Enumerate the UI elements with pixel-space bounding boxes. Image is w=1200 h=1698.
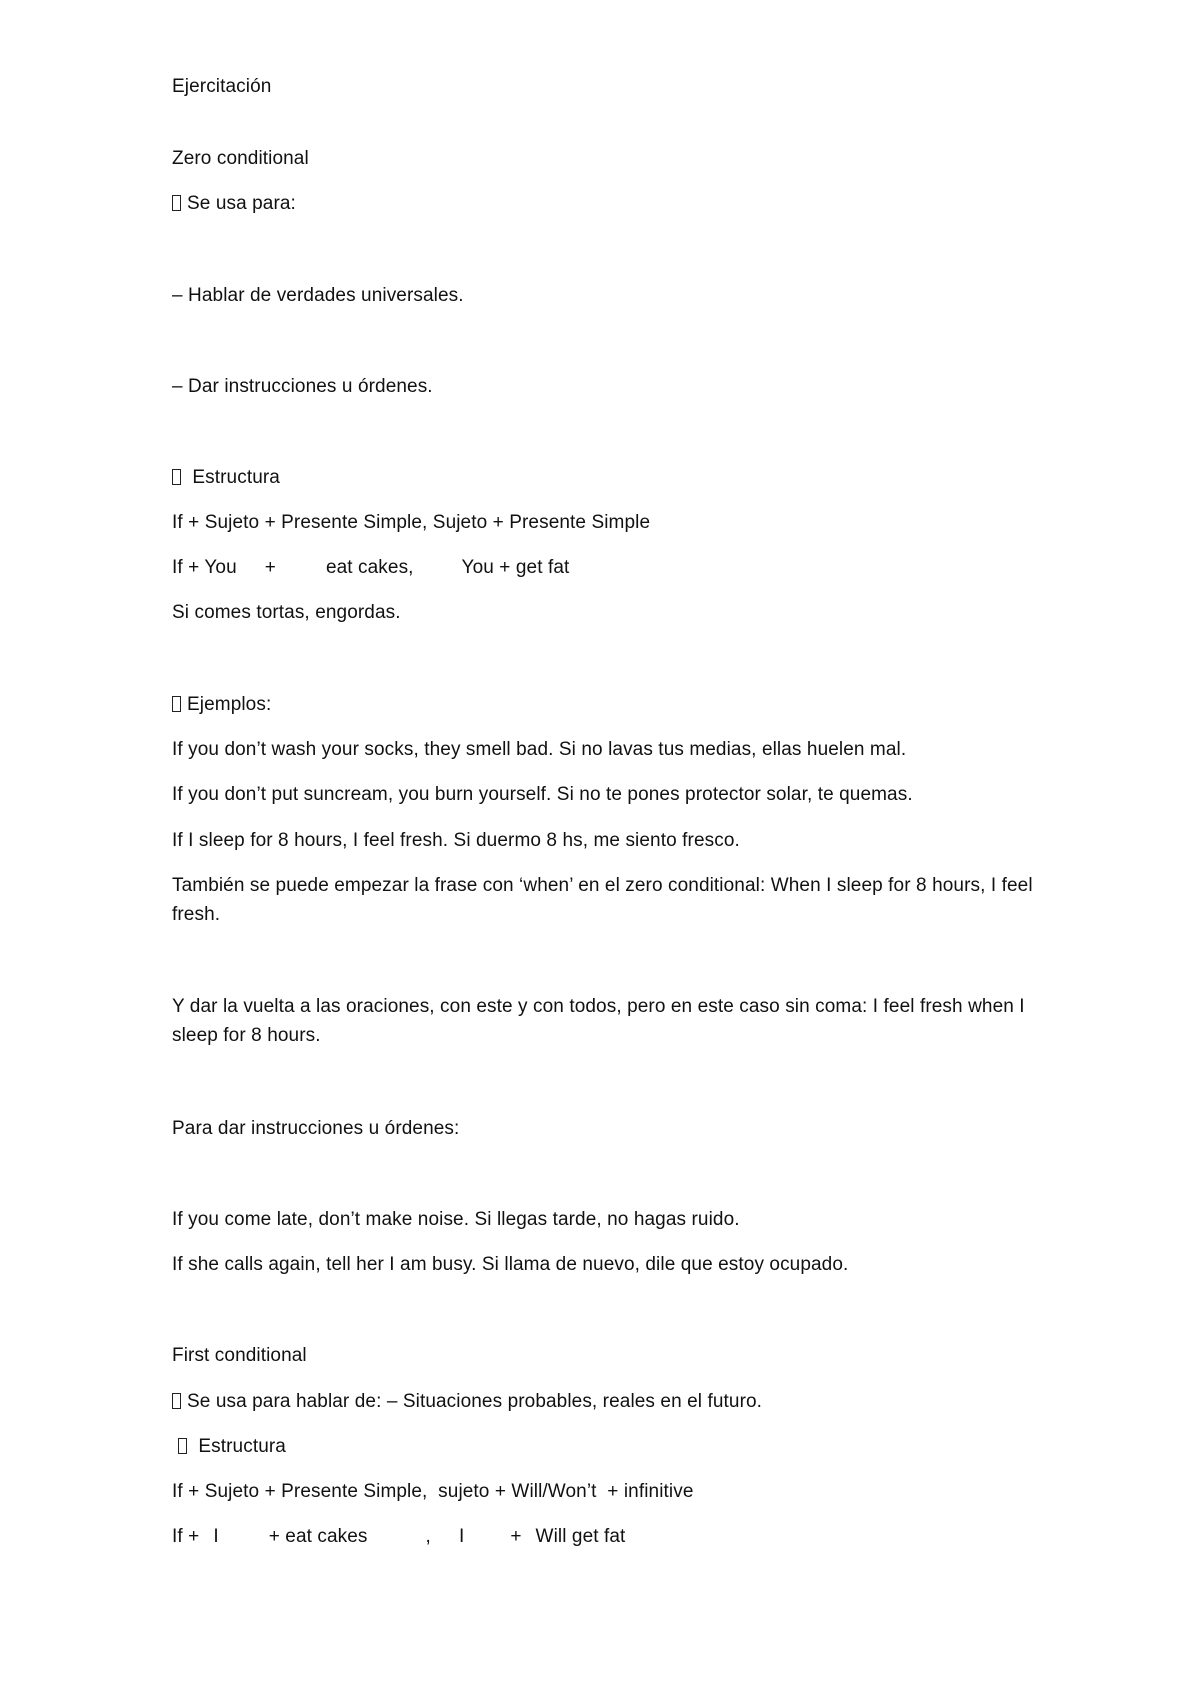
zero-note-reverse: Y dar la vuelta a las oraciones, con este y con todos, pero en este caso sin coma: I feel fresh when I sleep for 8 hours.: [172, 996, 1025, 1046]
zero-structure-label: Estructura: [187, 467, 280, 488]
first-structure-label: Estructura: [193, 1436, 286, 1457]
first-formula-example: [172, 1522, 625, 1551]
zero-uses-line: [172, 189, 296, 218]
zero-structure-formula: If + Sujeto + Presente Simple, Sujeto + Presente Simple: [172, 512, 651, 533]
zero-order-2: If she calls again, tell her I am busy. Si llama de nuevo, dile que estoy ocupado.: [172, 1254, 849, 1275]
bullet-glyph-icon: [172, 696, 181, 712]
zero-use-instructions: – Dar instrucciones u órdenes.: [172, 376, 433, 397]
formula-plus: +: [264, 557, 276, 578]
zero-translation: Si comes tortas, engordas.: [172, 602, 401, 623]
bullet-glyph-icon: [172, 469, 181, 485]
zero-orders-label: Para dar instrucciones u órdenes:: [172, 1118, 460, 1139]
zero-examples-line: [172, 690, 271, 719]
formula-if-plus: If +: [172, 1526, 200, 1547]
zero-use-universal-truths: – Hablar de verdades universales.: [172, 285, 464, 306]
zero-order-1: If you come late, don’t make noise. Si llegas tarde, no hagas ruido.: [172, 1209, 740, 1230]
zero-structure-line: [172, 463, 280, 492]
zero-example-3: If I sleep for 8 hours, I feel fresh. Si duermo 8 hs, me siento fresco.: [172, 830, 740, 851]
bullet-glyph-icon: [172, 1393, 181, 1409]
first-uses-text: Se usa para hablar de: – Situaciones probables, reales en el futuro.: [187, 1391, 763, 1412]
formula-subject-i-2: I: [458, 1526, 465, 1547]
formula-if-you: If + You: [172, 557, 237, 578]
formula-you-get-fat: You + get fat: [461, 557, 570, 578]
first-structure-line: [178, 1432, 286, 1461]
bullet-glyph-icon: [172, 195, 181, 211]
formula-plus: +: [510, 1526, 522, 1547]
formula-comma: ,: [425, 1526, 431, 1547]
zero-example-2: If you don’t put suncream, you burn yourself. Si no te pones protector solar, te quemas.: [172, 784, 913, 805]
zero-note-when: También se puede empezar la frase con ‘when’ en el zero conditional: When I sleep for 8 hours, I feel fresh.: [172, 875, 1033, 925]
zero-formula-example: [172, 553, 569, 582]
document-title: Ejercitación: [172, 76, 272, 97]
bullet-glyph-icon: [178, 1438, 187, 1454]
zero-examples-label: Ejemplos:: [187, 694, 272, 715]
first-uses-line: [172, 1387, 762, 1416]
first-conditional-heading: First conditional: [172, 1345, 307, 1366]
formula-eat-cakes: + eat cakes: [268, 1526, 368, 1547]
formula-eat-cakes: eat cakes,: [325, 557, 414, 578]
zero-example-1: If you don’t wash your socks, they smell bad. Si no lavas tus medias, ellas huelen mal.: [172, 739, 907, 760]
zero-conditional-heading: Zero conditional: [172, 148, 309, 169]
zero-uses-label: Se usa para:: [187, 193, 296, 214]
formula-will-get-fat: Will get fat: [535, 1526, 626, 1547]
first-structure-formula: If + Sujeto + Presente Simple, sujeto + Will/Won’t + infinitive: [172, 1481, 694, 1502]
formula-subject-i: I: [213, 1526, 219, 1547]
